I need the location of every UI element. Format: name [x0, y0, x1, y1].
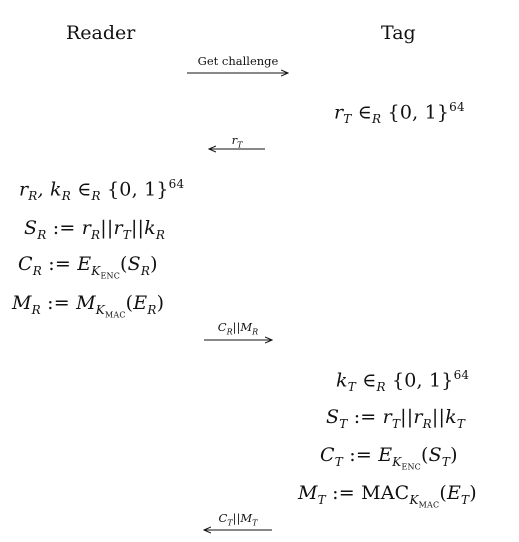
- label-rt: $r_T$: [231, 133, 243, 150]
- tag-header: Tag: [381, 22, 416, 44]
- label-ct-mt: $C_T||M_T$: [218, 511, 258, 528]
- tag-nonce-formula: $k_T$ $\in_R$ {0, 1}$^{64}$: [336, 368, 470, 395]
- reader-header: Reader: [66, 22, 136, 44]
- label-get-challenge: Get challenge: [197, 54, 279, 68]
- label-cr-mr: $C_R||M_R$: [217, 320, 259, 337]
- reader-nonce-formula: $r_R$, $k_R$ $\in_R$ {0, 1}$^{64}$: [19, 177, 185, 204]
- tag-challenge-formula: $r_T$ $\in_R$ {0, 1}$^{64}$: [334, 100, 465, 127]
- tag-state-formula: $S_T$ := $r_T||r_R||k_T$: [326, 406, 466, 431]
- reader-mac-formula: $M_R$ := $M_{K_{MAC}}(E_R)$: [12, 292, 165, 320]
- reader-cipher-formula: $C_R$ := $E_{K_{ENC}}(S_R)$: [18, 253, 158, 281]
- reader-state-formula: $S_R$ := $r_R||r_T||k_R$: [24, 217, 166, 242]
- tag-mac-formula: $M_T$ := $MAC_{K_{MAC}}(E_T)$: [298, 482, 477, 510]
- tag-cipher-formula: $C_T$ := $E_{K_{ENC}}(S_T)$: [320, 444, 458, 472]
